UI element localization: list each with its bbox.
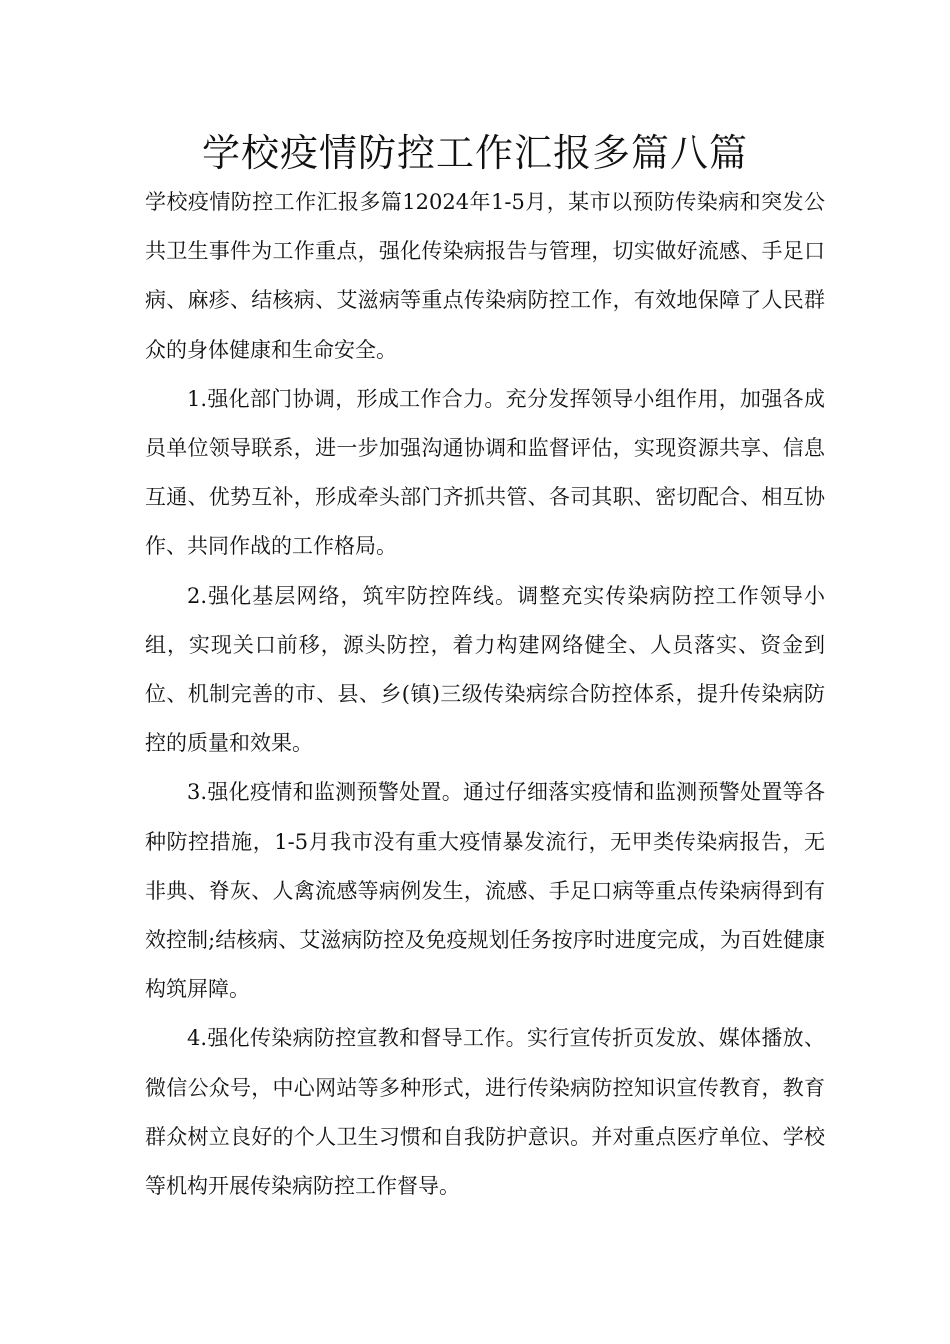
document-body [145, 178, 825, 1211]
paragraph-2: 2.强化基层网络，筑牢防控阵线。调整充实传染病防控工作领导小组，实现关口前移，源头防控，着力构建网络健全、人员落实、资金到位、机制完善的市、县、乡(镇)三级传染病综合防控体系，提升传染病防控的质量和效果。 [145, 583, 825, 756]
paragraph-1: 1.强化部门协调，形成工作合力。充分发挥领导小组作用，加强各成员单位领导联系，进一步加强沟通协调和监督评估，实现资源共享、信息互通、优势互补，形成牵头部门齐抓共管、各司其职、密切配合、相互协作、共同作战的工作格局。 [145, 386, 825, 559]
paragraph-intro: 学校疫情防控工作汇报多篇12024年1-5月，某市以预防传染病和突发公共卫生事件为工作重点，强化传染病报告与管理，切实做好流感、手足口病、麻疹、结核病、艾滋病等重点传染病防控工作，有效地保障了人民群众的身体健康和生命安全。 [145, 190, 825, 362]
paragraph-4: 4.强化传染病防控宣教和督导工作。实行宣传折页发放、媒体播放、微信公众号，中心网站等多种形式，进行传染病防控知识宣传教育，教育群众树立良好的个人卫生习惯和自我防护意识。并对重点医疗单位、学校等机构开展传染病防控工作督导。 [145, 1026, 825, 1199]
paragraph-3: 3.强化疫情和监测预警处置。通过仔细落实疫情和监测预警处置等各种防控措施，1-5月我市没有重大疫情暴发流行，无甲类传染病报告，无非典、脊灰、人禽流感等病例发生，流感、手足口病等重点传染病得到有效控制;结核病、艾滋病防控及免疫规划任务按序时进度完成，为百姓健康构筑屏障。 [145, 780, 825, 1002]
document-title: 学校疫情防控工作汇报多篇八篇 [201, 131, 748, 175]
